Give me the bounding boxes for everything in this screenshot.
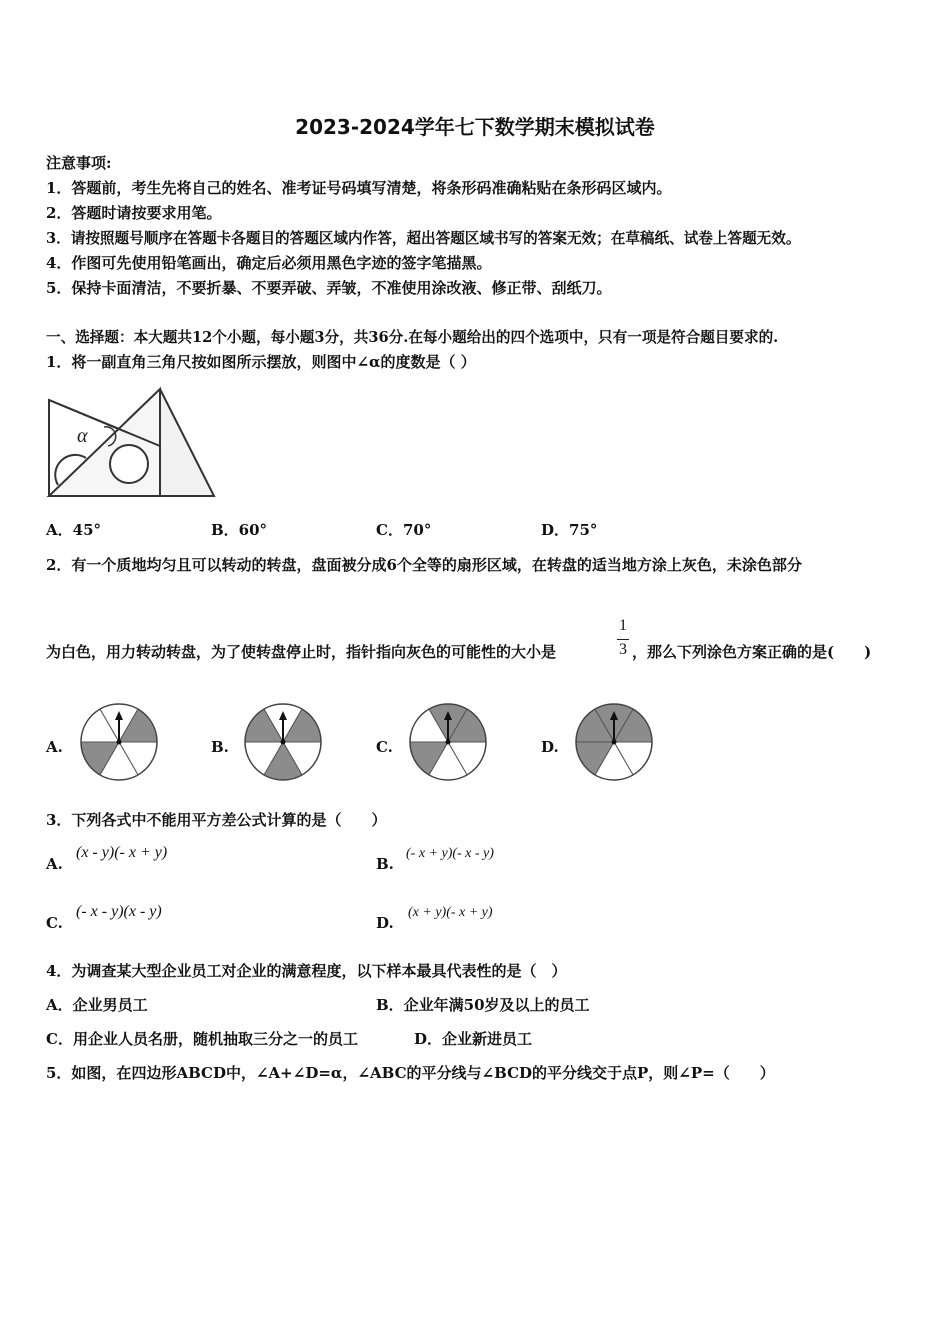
q2-spinner-b <box>242 701 324 783</box>
q2-label-c: C. <box>376 738 393 756</box>
page-title: 2023-2024学年七下数学期末模拟试卷 <box>295 115 655 139</box>
q3-expr-d: (x + y)(- x + y) <box>408 905 493 920</box>
q3-label-d: D. <box>376 914 394 932</box>
q2-label-d: D. <box>541 738 559 756</box>
q1-option-b: B．60° <box>211 521 268 539</box>
q4-stem: 4．为调查某大型企业员工对企业的满意程度，以下样本最具代表性的是（ ） <box>46 962 567 980</box>
spinner-center <box>281 740 286 745</box>
q2-fraction-denominator: 3 <box>619 641 627 658</box>
q1-triangle-figure <box>46 386 218 502</box>
q1-alpha-label: α <box>77 425 88 447</box>
q2-label-b: B. <box>211 738 229 756</box>
notice-item: 5．保持卡面清洁，不要折暴、不要弄破、弄皱，不准使用涂改液、修正带、刮纸刀。 <box>46 279 612 297</box>
q5-stem: 5．如图，在四边形ABCD中，∠A+∠D=α，∠ABC的平分线与∠BCD的平分线交于点P，则∠P=（ ） <box>46 1064 775 1082</box>
q1-triangle-60-right <box>160 389 214 496</box>
q3-expr-b: (- x + y)(- x - y) <box>406 846 494 861</box>
q3-label-a: A. <box>46 855 63 873</box>
q3-expr-c: (- x - y)(x - y) <box>76 903 162 920</box>
q1-hole-circle <box>110 445 148 483</box>
q2-stem-line2: 为白色，用力转动转盘，为了使转盘停止时，指针指向灰色的可能性的大小是 <box>46 643 557 661</box>
q2-fraction-numerator: 1 <box>619 617 627 634</box>
q1-stem: 1．将一副直角三角尺按如图所示摆放，则图中∠α的度数是（ ） <box>46 353 476 371</box>
spinner-center <box>612 740 617 745</box>
q1-option-c: C．70° <box>376 521 432 539</box>
notice-item: 1．答题前，考生先将自己的姓名、准考证号码填写清楚，将条形码准确粘贴在条形码区域内。 <box>46 179 672 197</box>
notice-heading: 注意事项: <box>46 154 112 172</box>
q2-label-a: A. <box>46 738 63 756</box>
q4-option-b: B．企业年满50岁及以上的员工 <box>376 996 590 1014</box>
q1-option-a: A．45° <box>46 521 102 539</box>
q2-stem-line3: ，那么下列涂色方案正确的是( ) <box>632 643 872 661</box>
q1-option-d: D．75° <box>541 521 598 539</box>
q3-label-c: C. <box>46 914 63 932</box>
q4-option-a: A．企业男员工 <box>46 996 148 1014</box>
notice-item: 4．作图可先使用铅笔画出，确定后必须用黑色字迹的签字笔描黑。 <box>46 254 492 272</box>
notice-item: 3．请按照题号顺序在答题卡各题目的答题区域内作答，超出答题区域书写的答案无效；在草稿纸、试卷上答题无效。 <box>46 230 801 247</box>
q3-expr-a: (x - y)(- x + y) <box>76 844 168 861</box>
q2-spinner-d <box>573 701 655 783</box>
q3-label-b: B. <box>376 855 394 873</box>
q2-stem-line1: 2．有一个质地均匀且可以转动的转盘，盘面被分成6个全等的扇形区域，在转盘的适当地方涂上灰色，未涂色部分 <box>46 556 802 574</box>
q4-option-d: D．企业新进员工 <box>414 1030 533 1048</box>
spinner-center <box>117 740 122 745</box>
q2-spinner-a <box>78 701 160 783</box>
spinner-center <box>446 740 451 745</box>
q2-spinner-c <box>407 701 489 783</box>
q4-option-c: C．用企业人员名册，随机抽取三分之一的员工 <box>46 1030 358 1048</box>
q3-stem: 3．下列各式中不能用平方差公式计算的是（ ） <box>46 811 387 829</box>
notice-item: 2．答题时请按要求用笔。 <box>46 204 222 222</box>
q2-fraction-bar <box>617 639 629 640</box>
section-heading: 一、选择题：本大题共12个小题，每小题3分，共36分.在每小题给出的四个选项中，只有一项是符合题目要求的. <box>46 329 779 346</box>
